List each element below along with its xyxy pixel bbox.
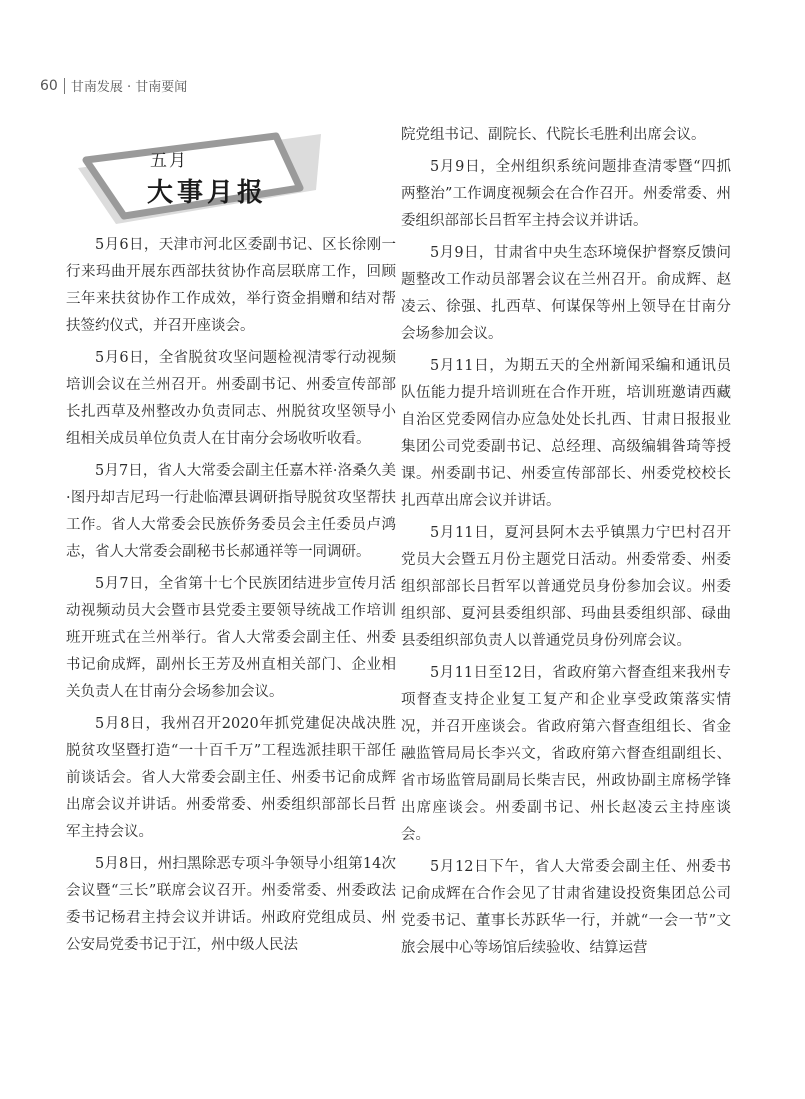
news-item: 5月6日，全省脱贫攻坚问题检视清零行动视频培训会议在兰州召开。州委副书记、州委宣传部部长扎西草及州整改办负责同志、州脱贫攻坚领导小组相关成员单位负责人在甘南分会场收听收看。 [66,350,396,447]
news-item: 5月11日，为期五天的全州新闻采编和通讯员队伍能力提升培训班在合作开班，培训班邀请西藏自治区党委网信办应急处处长扎西、甘肃日报报业集团公司党委副书记、总经理、高级编辑昝琦等授课。州委副书记、州委宣传部部长、州委党校校长扎西草出席会议并讲话。 [401,358,731,509]
news-item-continuation: 院党组书记、副院长、代院长毛胜利出席会议。 [401,127,706,143]
news-item: 5月7日，全省第十七个民族团结进步宣传月活动视频动员大会暨市县党委主要领导统战工作培训班开班式在兰州举行。省人大常委会副主任、州委书记俞成辉，副州长王芳及州直相关部门、企业相关负责人在甘南分会场参加会议。 [66,576,396,700]
badge-month: 五月 [150,151,188,171]
page-number: 60 [40,77,58,94]
news-item: 5月11日，夏河县阿木去乎镇黑力宁巴村召开党员大会暨五月份主题党日活动。州委常委、州委组织部部长吕哲军以普通党员身份参加会议。州委组织部、夏河县委组织部、玛曲县委组织部、碌曲县委组织部负责人以普通党员身份列席会议。 [401,525,731,649]
news-item: 5月9日，甘肃省中央生态环境保护督察反馈问题整改工作动员部署会议在兰州召开。俞成辉、赵凌云、徐强、扎西草、何谋保等州上领导在甘南分会场参加会议。 [401,245,731,342]
section-title: 甘南发展 · 甘南要闻 [70,80,188,95]
running-header [40,76,187,95]
right-column [401,122,731,967]
news-item: 5月7日，省人大常委会副主任嘉木祥·洛桑久美·图丹却吉尼玛一行赴临潭县调研指导脱贫攻坚帮扶工作。省人大常委会民族侨务委员会主任委员卢鸿志，省人大常委会副秘书长郝通祥等一同调研。 [66,463,396,560]
news-item: 5月6日，天津市河北区委副书记、区长徐刚一行来玛曲开展东西部扶贫协作高层联席工作，回顾三年来扶贫协作工作成效，举行资金捐赠和结对帮扶签约仪式，并召开座谈会。 [66,237,396,334]
header-divider [64,78,65,94]
news-item: 5月12日下午，省人大常委会副主任、州委书记俞成辉在合作会见了甘肃省建设投资集团总公司党委书记、董事长苏跃华一行，并就“一会一节”文旅会展中心等场馆后续验收、结算运营 [401,859,731,956]
news-item: 5月8日，我州召开2020年抓党建促决战决胜脱贫攻坚暨打造“一十百千万”工程选派挂职干部任前谈话会。省人大常委会副主任、州委书记俞成辉出席会议并讲话。州委常委、州委组织部部长吕哲军主持会议。 [66,716,396,840]
news-item: 5月11日至12日，省政府第六督查组来我州专项督查支持企业复工复产和企业享受政策落实情况，并召开座谈会。省政府第六督查组组长、省金融监管局局长李兴文，省政府第六督查组副组长、省市场监管局副局长柴吉民，州政协副主席杨学锋出席座谈会。州委副书记、州长赵凌云主持座谈会。 [401,665,731,843]
news-item: 5月8日，州扫黑除恶专项斗争领导小组第14次会议暨“三长”联席会议召开。州委常委、州委政法委书记杨君主持会议并讲话。州政府党组成员、州公安局党委书记于江，州中级人民法 [66,856,396,953]
left-column [66,232,396,964]
news-item: 5月9日，全州组织系统问题排查清零暨“四抓两整治”工作调度视频会在合作召开。州委常委、州委组织部部长吕哲军主持会议并讲话。 [401,159,731,229]
badge-title: 大事月报 [147,178,268,208]
